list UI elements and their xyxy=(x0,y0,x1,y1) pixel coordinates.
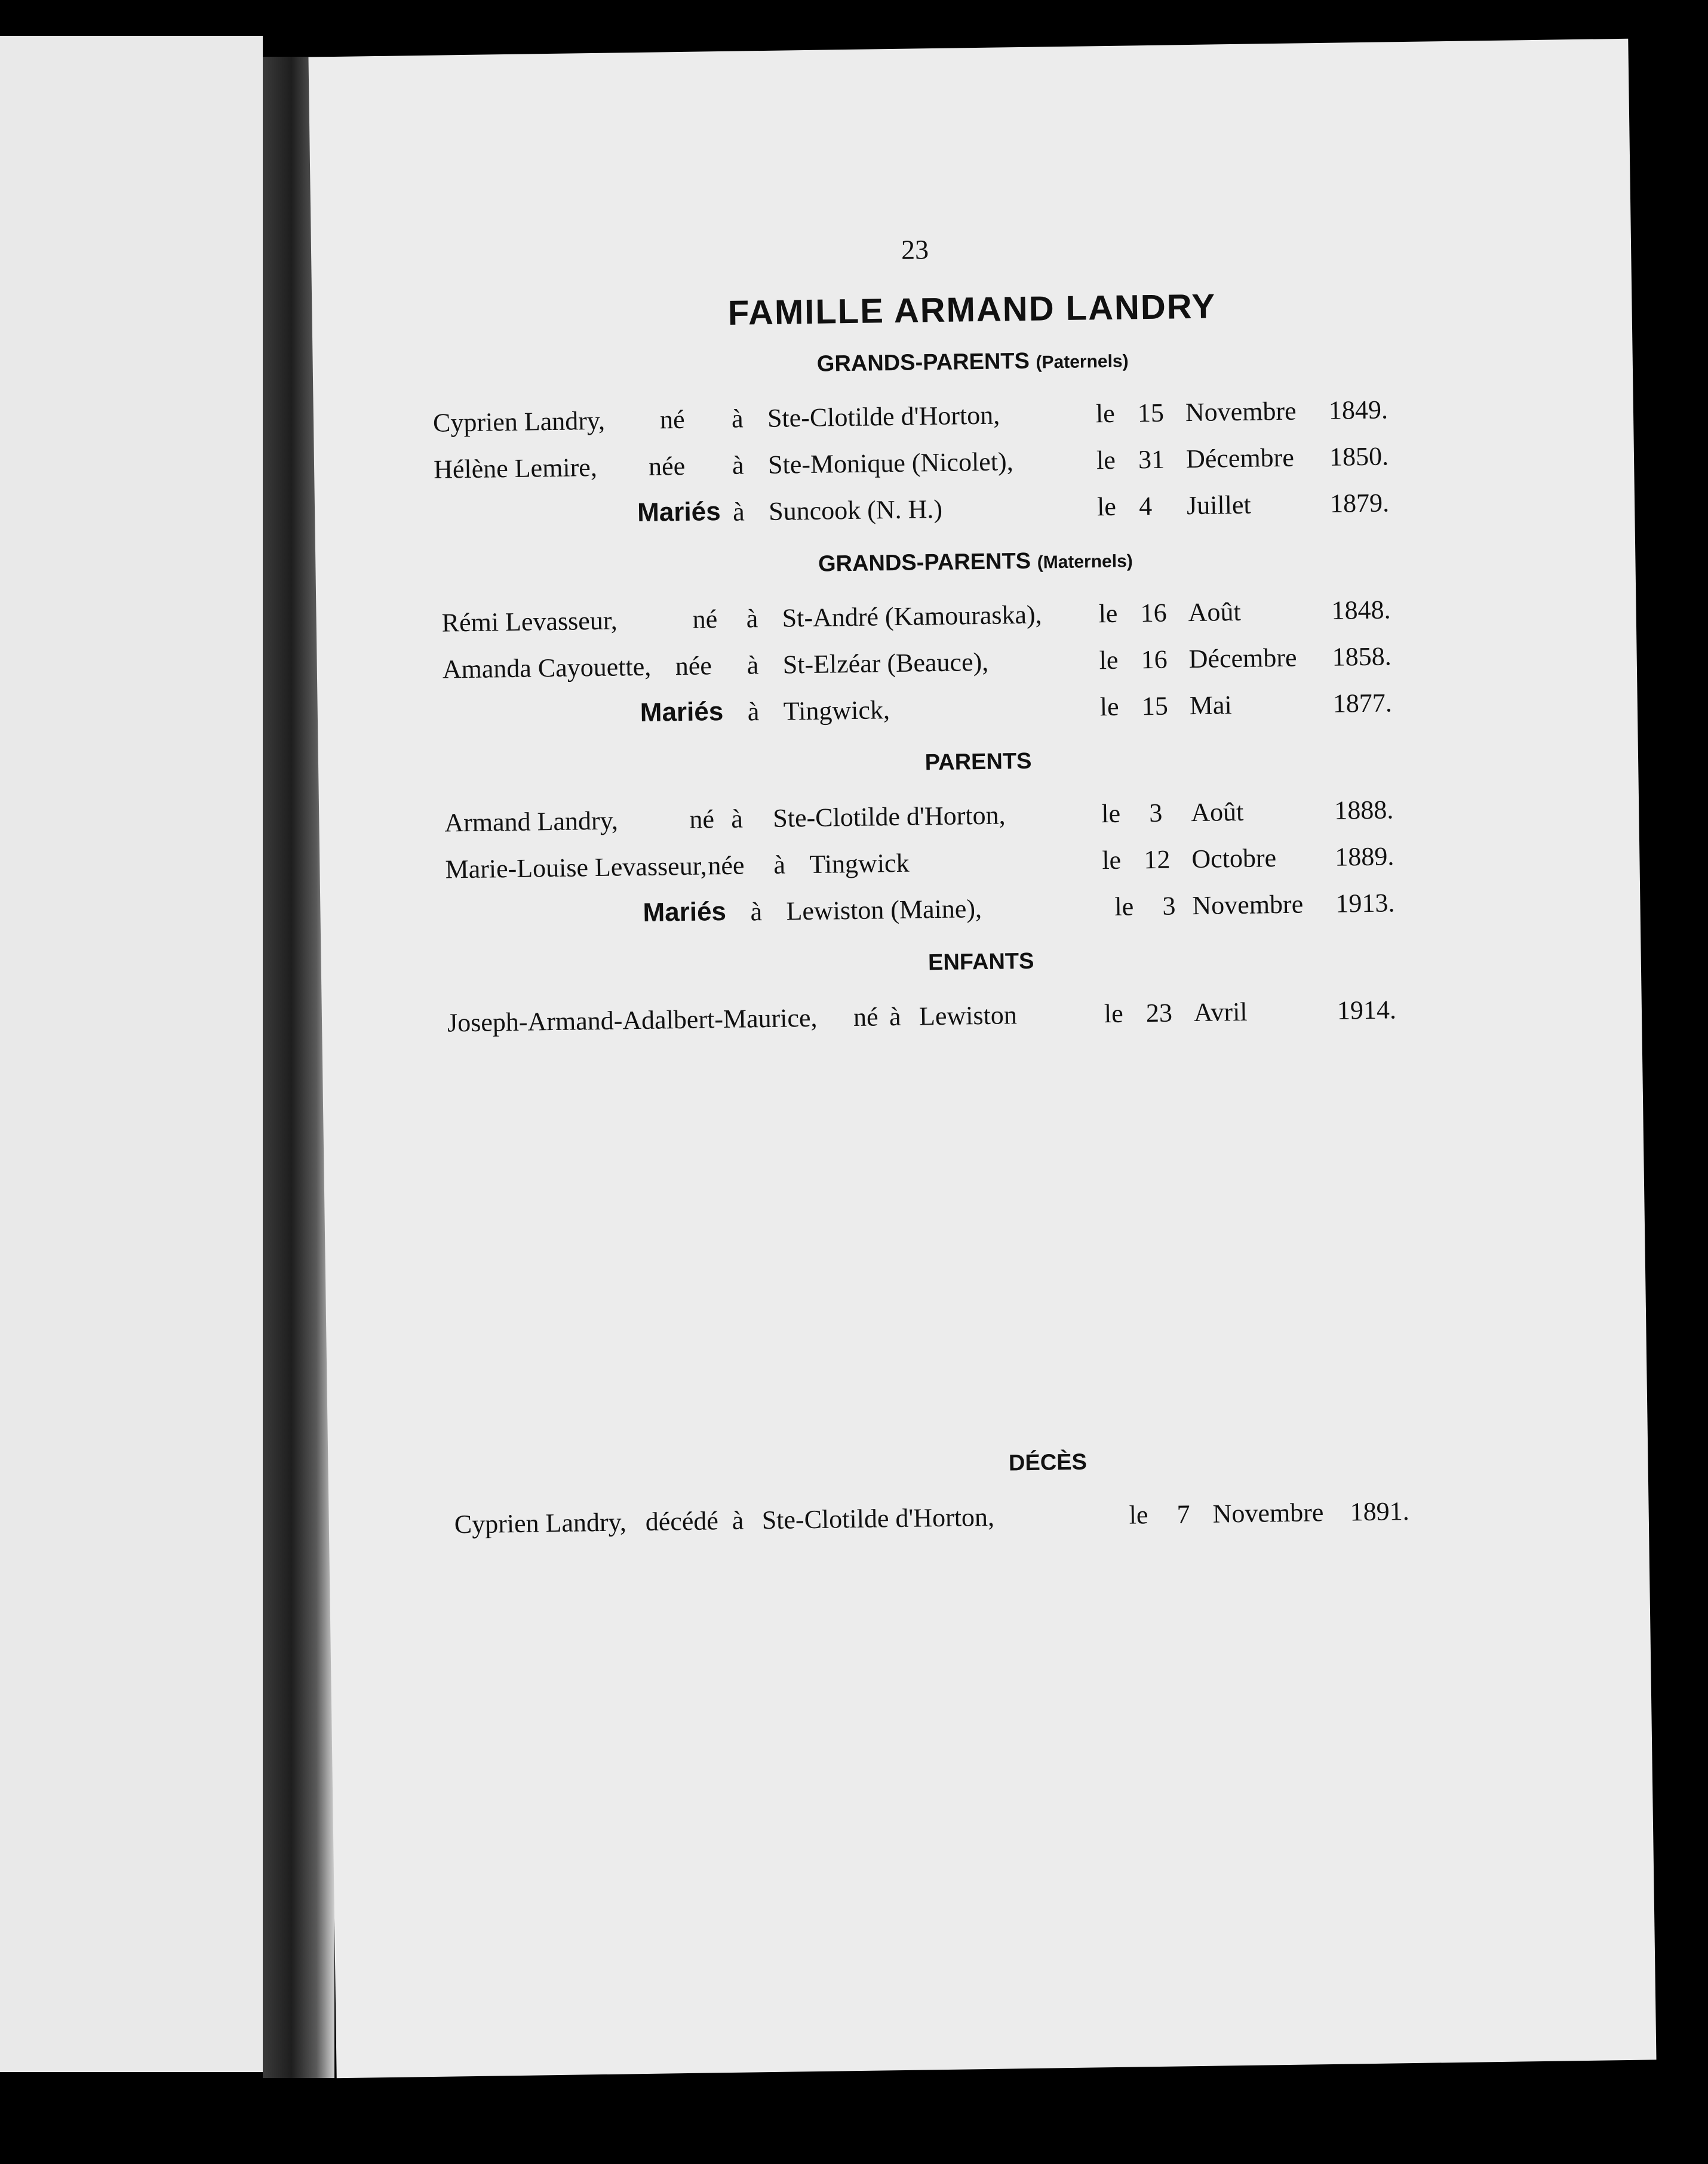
date-month: Juillet xyxy=(1186,490,1252,521)
date-le: le xyxy=(1096,445,1116,475)
event-verb: Mariés xyxy=(643,896,727,927)
place: Tingwick xyxy=(809,848,910,880)
event-verb: Mariés xyxy=(637,497,721,527)
date-day: 3 xyxy=(1148,798,1163,828)
date-le: le xyxy=(1095,398,1116,429)
section-heading-enfants: ENFANTS xyxy=(927,948,1034,976)
event-verb: née xyxy=(648,451,686,481)
date-le: le xyxy=(1104,998,1124,1029)
record-row xyxy=(320,888,1395,938)
section-heading-paternels: GRANDS-PARENTS (Paternels) xyxy=(816,348,1129,377)
place: Ste-Clotilde d'Horton, xyxy=(773,800,1006,833)
date-year: 1877. xyxy=(1332,688,1393,718)
date-month: Avril xyxy=(1193,997,1248,1028)
date-month: Novembre xyxy=(1212,1498,1324,1529)
person-name: Amanda Cayouette, xyxy=(442,651,652,684)
section-heading-maternels: GRANDS-PARENTS (Maternels) xyxy=(818,548,1133,577)
section-heading-parents: PARENTS xyxy=(924,748,1032,776)
date-year: 1913. xyxy=(1335,888,1395,918)
date-day: 15 xyxy=(1137,398,1165,428)
date-le: le xyxy=(1096,491,1117,522)
place: St-André (Kamouraska), xyxy=(782,600,1042,633)
date-le: le xyxy=(1102,845,1122,875)
date-month: Novembre xyxy=(1192,889,1304,921)
date-month: Août xyxy=(1188,597,1241,628)
date-year: 1848. xyxy=(1331,595,1391,625)
date-le: le xyxy=(1099,645,1119,675)
record-row xyxy=(314,441,1389,492)
date-month: Décembre xyxy=(1185,442,1295,474)
event-verb: né xyxy=(692,604,718,634)
event-verb: né xyxy=(689,804,715,834)
place: Lewiston xyxy=(918,1000,1018,1031)
place: Ste-Monique (Nicolet), xyxy=(767,447,1013,479)
date-year: 1891. xyxy=(1350,1496,1409,1527)
date-year: 1849. xyxy=(1328,395,1388,425)
person-name: Cyprien Landry, xyxy=(454,1507,627,1539)
person-name: Hélène Lemire, xyxy=(433,452,598,484)
event-verb: né xyxy=(659,404,685,435)
place: Ste-Clotilde d'Horton, xyxy=(767,400,1000,433)
preposition: à xyxy=(731,404,744,434)
preposition: à xyxy=(747,650,759,680)
date-le: le xyxy=(1114,892,1134,921)
place: Tingwick, xyxy=(783,695,890,726)
record-row xyxy=(316,595,1391,645)
date-month: Novembre xyxy=(1185,396,1297,428)
event-verb: Mariés xyxy=(640,697,724,727)
date-day: 16 xyxy=(1140,598,1167,628)
event-verb: née xyxy=(675,651,712,681)
event-verb: décédé xyxy=(645,1506,719,1536)
date-year: 1879. xyxy=(1329,488,1390,518)
date-le: le xyxy=(1098,598,1118,629)
person-name: Rémi Levasseur, xyxy=(441,605,618,638)
section-heading-deces: DÉCÈS xyxy=(1008,1449,1088,1476)
preposition: à xyxy=(732,497,745,527)
place: St-Elzéar (Beauce), xyxy=(782,647,989,680)
place: Suncook (N. H.) xyxy=(768,494,943,526)
date-le: le xyxy=(1101,798,1121,829)
date-month: Octobre xyxy=(1191,843,1277,874)
preposition: à xyxy=(746,604,758,634)
date-day: 12 xyxy=(1144,844,1171,875)
right-page xyxy=(308,39,1656,2079)
event-verb: née xyxy=(708,850,745,881)
page-title: FAMILLE ARMAND LANDRY xyxy=(727,287,1217,333)
preposition: à xyxy=(889,1001,901,1032)
date-year: 1858. xyxy=(1332,641,1392,672)
date-day: 23 xyxy=(1145,998,1173,1028)
date-le: le xyxy=(1129,1500,1148,1530)
date-year: 1914. xyxy=(1337,995,1397,1025)
date-year: 1888. xyxy=(1334,795,1394,825)
person-name: Joseph-Armand-Adalbert-Maurice, xyxy=(447,1003,818,1038)
date-month: Décembre xyxy=(1188,643,1297,674)
page-number: 23 xyxy=(901,234,929,265)
date-year: 1889. xyxy=(1335,841,1394,872)
record-row xyxy=(328,1496,1409,1547)
person-name: Armand Landry, xyxy=(444,806,619,838)
preposition: à xyxy=(732,1505,744,1535)
person-name: Cyprien Landry, xyxy=(432,405,606,438)
date-day: 16 xyxy=(1141,644,1168,675)
preposition: à xyxy=(750,897,763,927)
preposition: à xyxy=(732,450,744,480)
date-month: Mai xyxy=(1189,690,1233,721)
left-page xyxy=(0,36,263,2072)
date-day: 31 xyxy=(1138,444,1165,475)
preposition: à xyxy=(747,697,760,727)
date-day: 3 xyxy=(1162,891,1176,921)
date-year: 1850. xyxy=(1329,441,1389,472)
place: Ste-Clotilde d'Horton, xyxy=(761,1502,995,1535)
date-le: le xyxy=(1099,691,1119,722)
date-day: 4 xyxy=(1138,491,1153,521)
preposition: à xyxy=(731,804,744,834)
event-verb: né xyxy=(853,1002,878,1032)
record-row xyxy=(319,795,1394,845)
preposition: à xyxy=(773,850,786,880)
person-name: Marie-Louise Levasseur, xyxy=(445,851,707,884)
date-day: 7 xyxy=(1176,1499,1191,1529)
place: Lewiston (Maine), xyxy=(786,893,982,926)
date-month: Août xyxy=(1190,797,1244,828)
date-day: 15 xyxy=(1141,691,1169,721)
